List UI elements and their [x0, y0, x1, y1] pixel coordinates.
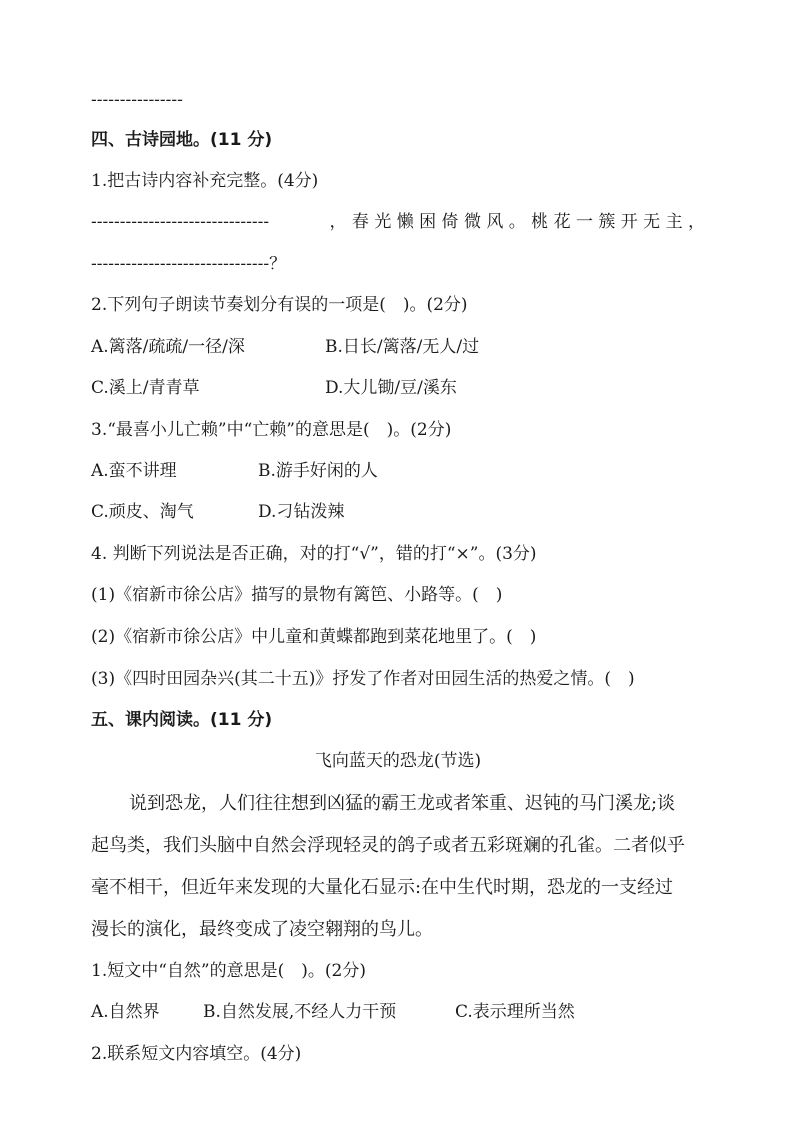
- option-c: C.顽皮、淘气: [91, 502, 194, 522]
- option-c: C.溪上/青青草: [91, 378, 200, 398]
- question-2-options-row-2: [91, 376, 705, 400]
- reading-question-2-stem: 2.联系短文内容填空。(4分): [91, 1044, 302, 1064]
- option-d: D.大儿锄/豆/溪东: [325, 378, 457, 398]
- option-c: C.表示理所当然: [455, 1002, 575, 1022]
- option-b: B.日长/篱落/无人/过: [325, 337, 480, 357]
- section-five-heading: 五、课内阅读。(11 分): [91, 710, 273, 730]
- question-1-stem: 1.把古诗内容补充完整。(4分): [91, 171, 319, 191]
- question-2-stem: 2.下列句子朗读节奏划分有误的一项是( )。(2分): [91, 295, 468, 315]
- poem-blank-1: -------------------------------: [91, 212, 270, 232]
- question-4-item-3: (3)《四时田园杂兴(其二十五)》抒发了作者对田园生活的热爱之情。( ): [91, 669, 635, 689]
- passage-line-3: 毫不相干，但近年来发现的大量化石显示:在中生代时期，恐龙的一支经过: [91, 877, 674, 898]
- question-4-stem: 4. 判断下列说法是否正确，对的打“√”，错的打“×”。(3分): [91, 544, 537, 564]
- question-3-stem: 3.“最喜小儿亡赖”中“亡赖”的意思是( )。(2分): [91, 420, 452, 440]
- reading-question-1-options: [91, 1000, 705, 1024]
- option-a: A.蛮不讲理: [91, 461, 177, 481]
- question-3-options-row-1: [91, 459, 705, 483]
- option-a: A.自然界: [91, 1002, 160, 1022]
- option-a: A.篱落/疏疏/一径/深: [91, 337, 245, 357]
- passage-line-4: 漫长的演化，最终变成了凌空翱翔的鸟儿。: [91, 919, 433, 940]
- question-3-options-row-2: [91, 500, 705, 524]
- question-4-item-2: (2)《宿新市徐公店》中儿童和黄蝶都跑到菜花地里了。( ): [91, 627, 537, 647]
- option-d: D.刁钻泼辣: [258, 502, 345, 522]
- reading-question-1-stem: 1.短文中“自然”的意思是( )。(2分): [91, 961, 366, 981]
- question-4-item-1: (1)《宿新市徐公店》描写的景物有篱笆、小路等。( ): [91, 585, 503, 605]
- passage-title: 飞向蓝天的恐龙(节选): [314, 751, 482, 771]
- question-2-options-row-1: [91, 335, 705, 359]
- passage-line-1: 说到恐龙，人们往往想到凶猛的霸王龙或者笨重、迟钝的马门溪龙;谈: [129, 793, 676, 814]
- answer-blank-line: ----------------: [91, 90, 183, 110]
- option-b: B.游手好闲的人: [258, 461, 378, 481]
- passage-line-2: 起鸟类，我们头脑中自然会浮现轻灵的鸽子或者五彩斑斓的孔雀。二者似乎: [91, 835, 685, 856]
- poem-text-line: ， 春 光 懒 困 倚 微 风 。 桃 花 一 簇 开 无 主 ，: [329, 212, 705, 232]
- option-b: B.自然发展,不经人力干预: [203, 1002, 397, 1022]
- question-1-line-1: [91, 210, 705, 234]
- section-four-heading: 四、古诗园地。(11 分): [91, 130, 273, 150]
- question-1-line-2: -------------------------------？: [91, 254, 287, 274]
